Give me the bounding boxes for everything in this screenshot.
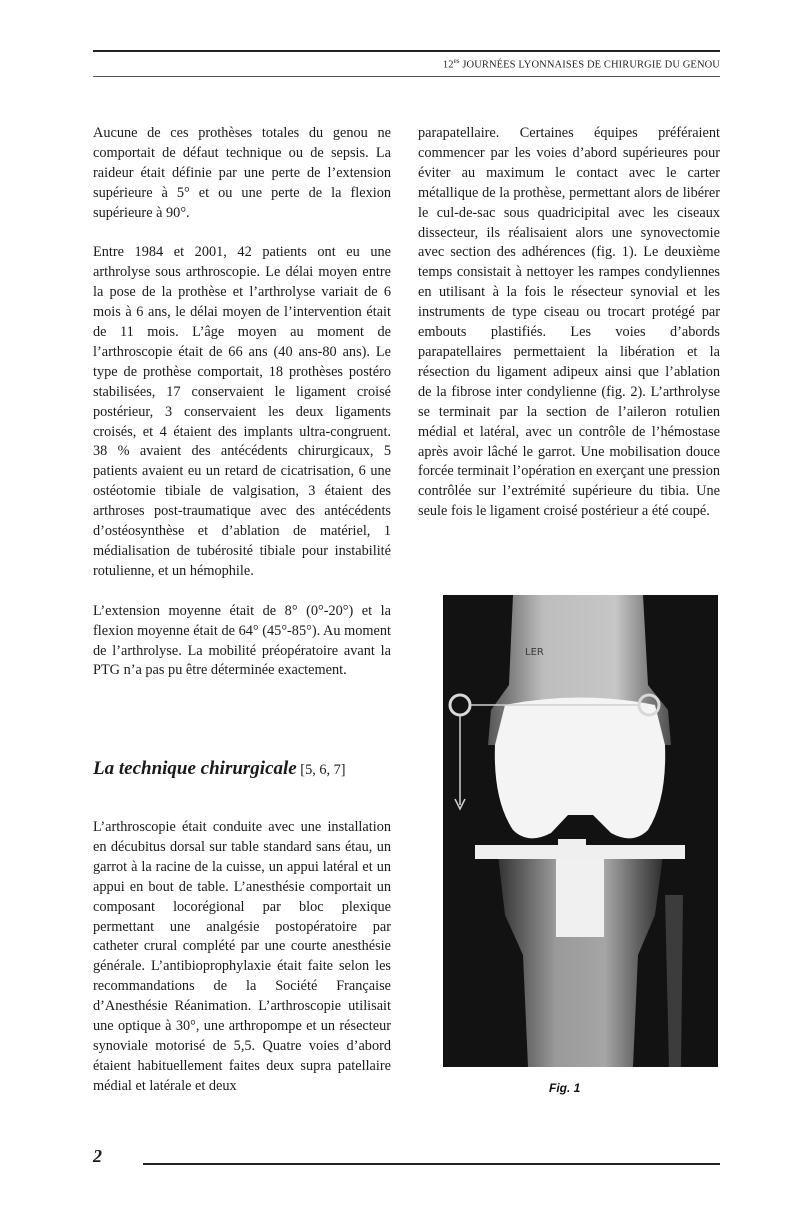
left-column-continued	[93, 818, 391, 1117]
knee-xray-image	[443, 595, 718, 1067]
header-rule-top	[93, 50, 720, 52]
paragraph: L’arthroscopie était conduite avec une installation en décubitus dorsal sur table standard sans étau, un garrot à la racine de la cuisse, un appui latéral et un appui en bout de table. L’anesthésie comportait un composant locorégional par bloc plexique permettant une analgésie postopératoire par catheter crural complété par une courte anesthésie générale. L’antibioprophylaxie était faite selon les recommandations de la Société Française d’Anesthésie Réanimation. L’arthroscopie utilisait une optique à 30°, une arthropompe et un résecteur synoviale motorisé de 5,5. Quatre voies d’abord étaient habituellement faites deux supra patellaire médial et latérale et deux	[93, 819, 391, 1094]
header-title: JOURNÉES LYONNAISES DE CHIRURGIE DU GENOU	[459, 59, 720, 71]
paragraph: Entre 1984 et 2001, 42 patients ont eu une arthrolyse sous arthroscopie. Le délai moyen entre la pose de la prothèse et l’arthrolyse variait de 6 mois à 6 ans, le délai moyen de l’intervention était de 11 mois. L’âge moyen au moment de l’arthroscopie était de 66 ans (40 ans-80 ans). Le type de prothèse comportait, 18 prothèses postéro stabilisées, 17 conservaient le ligament croisé postérieur, 3 conservaient les deux ligaments croisés, et 4 étaient des implants ultra-congruent. 38 % avaient des antécédents chirurgicaux, 5 patients avaient eu un retard de cicatrisation, 6 une ostéotomie tibiale de valgisation, 3 étaient des arthroses post-traumatique avec des antécédents d’ostéosynthèse et d’ablation de matériel, 1 médialisation de tubérosité tibiale pour instabilité rotulienne, et un hémophile.	[93, 244, 391, 579]
header-rule-bottom	[93, 76, 720, 77]
paragraph: parapatellaire. Certaines équipes préféraient commencer par les voies d’abord supérieures pour éviter au maximum le contact avec le carter métallique de la prothèse, permettant alors de libérer le cul-de-sac sous quadricipital avec les ciseaux dissecteur, ils réalisaient alors une synovectomie avec section des adhérences (fig. 1). Le deuxième temps consistait à nettoyer les rampes condyliennes en utilisant à la fois le résecteur synovial et les instruments de type ciseau ou trocart protégé par embouts plastifiés. Les voies d’abords parapatellaires permettaient la libération et la résection du ligament adipeux ainsi que l’ablation de la fibrose inter condylienne (fig. 2). L’arthrolyse se terminait par la section de l’aileron rotulien médial et latéral, avec un contrôle de l’hémostase après avoir lâché le garrot. Une mobilisation douce forcée terminait l’opération en exerçant une pression contrôlée sur l’extrémité supérieure du tibia. Une seule fois le ligament croisé postérieur a été coupé.	[418, 125, 720, 520]
right-column	[418, 124, 720, 542]
section-heading	[93, 757, 391, 782]
header-ordinal: 12	[442, 59, 454, 71]
paragraph: L’extension moyenne était de 8° (0°-20°) et la flexion moyenne était de 64° (45°-85°). Au moment de l’arthrolyse. La mobilité préopératoire avant la PTG n’a pas pu être déterminée exactement.	[93, 602, 391, 679]
running-header	[443, 57, 720, 71]
section-title: La technique chirurgicale	[93, 758, 297, 779]
section-refs: [5, 6, 7]	[296, 762, 346, 778]
left-column	[93, 124, 391, 701]
footer-rule	[143, 1163, 720, 1165]
xray-label: LER	[525, 647, 544, 658]
figure-caption: Fig. 1	[549, 1081, 581, 1095]
knee-xray-figure	[443, 595, 718, 1067]
page-number: 2	[93, 1146, 102, 1166]
paragraph: Aucune de ces prothèses totales du genou ne comportait de défaut technique ou de sepsis. La raideur était définie par une perte de l’extension supérieure à 5° et ou une perte de la flexion supérieure à 90°.	[93, 125, 391, 221]
header-ordinal-suffix: es	[453, 57, 460, 65]
